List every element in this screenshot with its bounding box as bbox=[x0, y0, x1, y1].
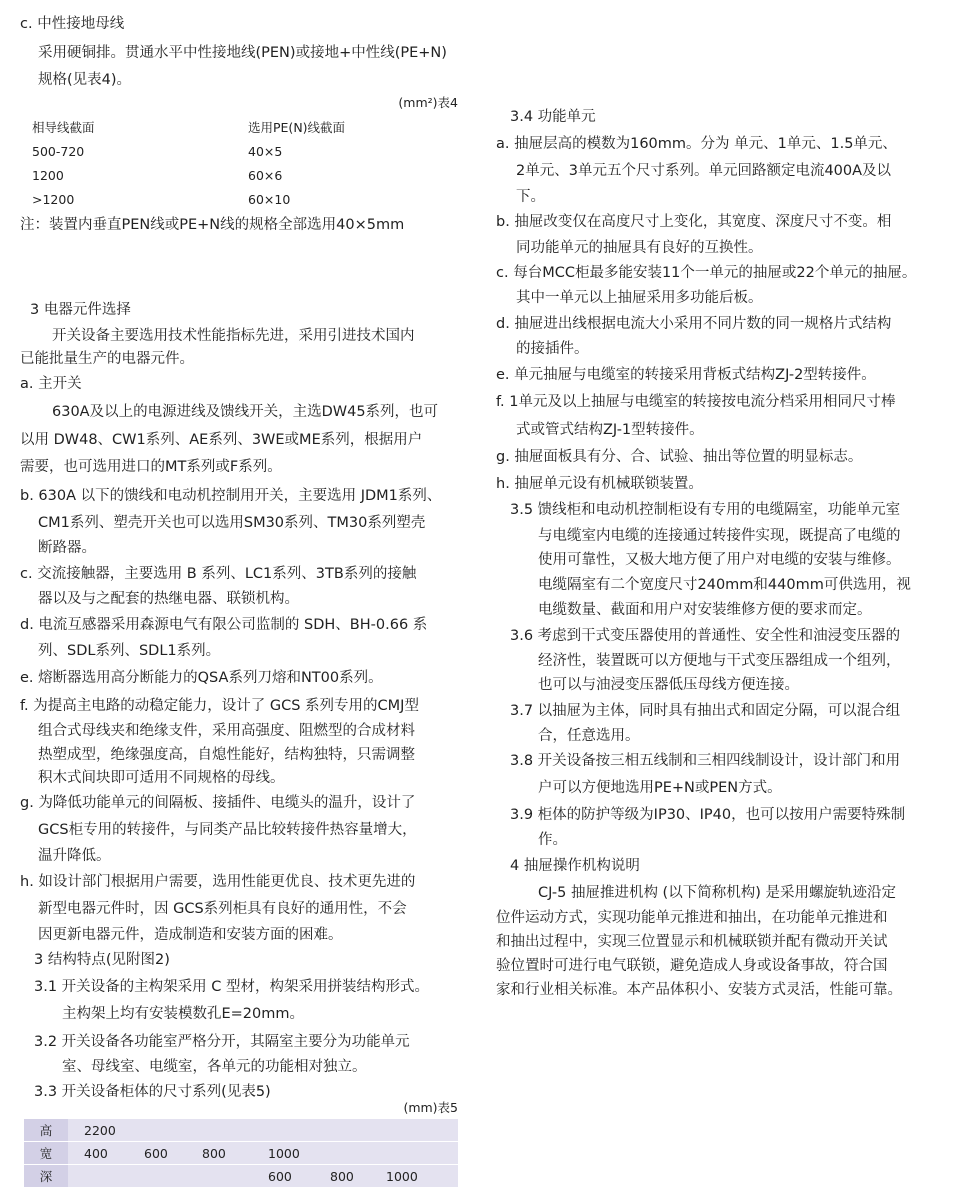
paragraph-line: 新型电器元件时，因 GCS系列柜具有良好的通用性，不会 bbox=[38, 901, 407, 917]
table5-cell: 1000 bbox=[268, 1142, 330, 1165]
paragraph-line: 位件运动方式，实现功能单元推进和抽出，在功能单元推进和 bbox=[496, 910, 888, 926]
table4-header-1: 相导线截面 bbox=[32, 120, 95, 135]
paragraph-line: 规格(见表4)。 bbox=[38, 72, 132, 88]
table4-cell: 40×5 bbox=[248, 144, 283, 159]
paragraph-line: 的接插件。 bbox=[516, 341, 589, 357]
paragraph-line: 以用 DW48、CW1系列、AE系列、3WE或ME系列，根据用户 bbox=[20, 432, 423, 448]
paragraph-line: 户可以方便地选用PE+N或PEN方式。 bbox=[538, 780, 782, 796]
paragraph-line: 式或管式结构ZJ-1型转接件。 bbox=[516, 422, 704, 438]
paragraph-line: 已能批量生产的电器元件。 bbox=[20, 351, 194, 367]
item-3-3: 3.3 开关设备柜体的尺寸系列(见表5) bbox=[34, 1084, 271, 1100]
paragraph-line: 器以及与之配套的热继电器、联锁机构。 bbox=[38, 591, 299, 607]
paragraph-line: 电缆隔室有二个宽度尺寸240mm和440mm可供选用，视 bbox=[538, 577, 911, 593]
paragraph-line: 630A及以上的电源进线及馈线开关，主选DW45系列，也可 bbox=[52, 404, 439, 420]
item-3-7: 3.7 以抽屉为主体，同时具有抽出式和固定分隔，可以混合组 bbox=[510, 703, 901, 719]
paragraph-line: 2单元、3单元五个尺寸系列。单元回路额定电流400A及以 bbox=[516, 163, 892, 179]
table5-row-label: 深 bbox=[24, 1165, 68, 1188]
item-e: e. 熔断器选用高分断能力的QSA系列刀熔和NT00系列。 bbox=[20, 670, 383, 686]
table4-cell: 500-720 bbox=[32, 144, 85, 159]
table5-cell bbox=[386, 1119, 458, 1142]
paragraph-line: CM1系列、塑壳开关也可以选用SM30系列、TM30系列塑壳 bbox=[38, 515, 426, 531]
section-3-structure-title: 3 结构特点(见附图2) bbox=[34, 952, 170, 968]
paragraph-line: 室、母线室、电缆室，各单元的功能相对独立。 bbox=[62, 1059, 367, 1075]
table5-cell bbox=[330, 1142, 386, 1165]
item-3-9: 3.9 柜体的防护等级为IP30、IP40，也可以按用户需要特殊制 bbox=[510, 807, 906, 823]
table4-header-2: 选用PE(N)线截面 bbox=[248, 120, 346, 135]
table5-cell: 400 bbox=[84, 1142, 144, 1165]
paragraph-line: 温升降低。 bbox=[38, 848, 111, 864]
table5-cell bbox=[144, 1119, 202, 1142]
section-4-title: 4 抽屉操作机构说明 bbox=[510, 858, 640, 874]
paragraph-line: 主构架上均有安装模数孔E=20mm。 bbox=[62, 1006, 305, 1022]
table5-row-label: 高 bbox=[24, 1119, 68, 1142]
item-f: f. 为提高主电路的动稳定能力，设计了 GCS 系列专用的CMJ型 bbox=[20, 698, 419, 714]
item-3-6: 3.6 考虑到干式变压器使用的普通性、安全性和油浸变压器的 bbox=[510, 628, 901, 644]
item-3-8: 3.8 开关设备按三相五线制和三相四线制设计，设计部门和用 bbox=[510, 753, 901, 769]
table5-cell bbox=[202, 1119, 268, 1142]
table-row bbox=[24, 1142, 458, 1165]
paragraph-line: 验位置时可进行电气联锁，避免造成人身或设备事故，符合国 bbox=[496, 958, 888, 974]
table4-cell: >1200 bbox=[32, 192, 75, 207]
section-c-title: c. 中性接地母线 bbox=[20, 16, 125, 32]
paragraph-line: CJ-5 抽屉推进机构 (以下简称机构) 是采用螺旋轨迹沿定 bbox=[538, 885, 896, 901]
table5-cell: 2200 bbox=[84, 1119, 144, 1142]
item-h: h. 抽屉单元设有机械联锁装置。 bbox=[496, 476, 703, 492]
paragraph-line: 积木式间块即可适用不同规格的母线。 bbox=[38, 770, 285, 786]
paragraph-line: 断路器。 bbox=[38, 540, 96, 556]
table5-caption: (mm)表5 bbox=[403, 1100, 458, 1115]
paragraph-line: 开关设备主要选用技术性能指标先进，采用引进技术国内 bbox=[52, 328, 415, 344]
paragraph-line: 组合式母线夹和绝缘支件，采用高强度、阻燃型的合成材料 bbox=[38, 723, 415, 739]
paragraph-line: 家和行业相关标准。本产品体积小、安装方式灵活，性能可靠。 bbox=[496, 982, 902, 998]
table5-cell bbox=[268, 1119, 330, 1142]
paragraph-line: 采用硬铜排。贯通水平中性接地线(PEN)或接地+中性线(PE+N) bbox=[38, 45, 447, 61]
item-c: c. 交流接触器，主要选用 B 系列、LC1系列、3TB系列的接触 bbox=[20, 566, 417, 582]
paragraph-line: 电缆数量、截面和用户对安装维修方便的要求而定。 bbox=[538, 602, 872, 618]
table5-cell bbox=[202, 1165, 268, 1188]
table-row bbox=[24, 1119, 458, 1142]
table4-caption: (mm²)表4 bbox=[398, 95, 458, 110]
table5-cell bbox=[386, 1142, 458, 1165]
paragraph-line: 使用可靠性，又极大地方便了用户对电缆的安装与维修。 bbox=[538, 552, 901, 568]
paragraph-line: 与电缆室内电缆的连接通过转接件实现，既提高了电缆的 bbox=[538, 528, 901, 544]
paragraph-line: 列、SDL系列、SDL1系列。 bbox=[38, 643, 221, 659]
paragraph-line: 经济性，装置既可以方便地与干式变压器组成一个组列， bbox=[538, 653, 901, 669]
item-a: a. 抽屉层高的模数为160mm。分为 单元、1单元、1.5单元、 bbox=[496, 136, 897, 152]
table5-row-label: 宽 bbox=[24, 1142, 68, 1165]
item-c: c. 每台MCC柜最多能安装11个一单元的抽屉或22个单元的抽屉。 bbox=[496, 265, 917, 281]
paragraph-line: GCS柜专用的转接件，与同类产品比较转接件热容量增大， bbox=[38, 822, 417, 838]
item-3-5: 3.5 馈线柜和电动机控制柜设有专用的电缆隔室，功能单元室 bbox=[510, 502, 901, 518]
table4-cell: 1200 bbox=[32, 168, 64, 183]
item-e: e. 单元抽屉与电缆室的转接采用背板式结构ZJ-2型转接件。 bbox=[496, 367, 876, 383]
item-3-2: 3.2 开关设备各功能室严格分开，其隔室主要分为功能单元 bbox=[34, 1034, 410, 1050]
item-3-1: 3.1 开关设备的主构架采用 C 型材，构架采用拼装结构形式。 bbox=[34, 979, 430, 995]
item-h: h. 如设计部门根据用户需要，选用性能更优良、技术更先进的 bbox=[20, 874, 416, 890]
item-g: g. 抽屉面板具有分、合、试验、抽出等位置的明显标志。 bbox=[496, 449, 863, 465]
table5 bbox=[24, 1119, 458, 1188]
item-a-title: a. 主开关 bbox=[20, 376, 82, 392]
paragraph-line: 同功能单元的抽屉具有良好的互换性。 bbox=[516, 240, 763, 256]
table5-cell: 800 bbox=[330, 1165, 386, 1188]
table5-cell bbox=[144, 1165, 202, 1188]
item-b: b. 抽屉改变仅在高度尺寸上变化，其宽度、深度尺寸不变。相 bbox=[496, 214, 892, 230]
table5-cell: 600 bbox=[144, 1142, 202, 1165]
item-d: d. 抽屉进出线根据电流大小采用不同片数的同一规格片式结构 bbox=[496, 316, 892, 332]
paragraph-line: 热塑成型，绝缘强度高，自熄性能好，结构独特，只需调整 bbox=[38, 747, 415, 763]
paragraph-line: 因更新电器元件，造成制造和安装方面的困难。 bbox=[38, 927, 343, 943]
section-3-4-title: 3.4 功能单元 bbox=[510, 109, 596, 125]
paragraph-line: 也可以与油浸变压器低压母线方便连接。 bbox=[538, 677, 799, 693]
table4-note: 注：装置内垂直PEN线或PE+N线的规格全部选用40×5mm bbox=[20, 217, 405, 233]
table5-cell: 1000 bbox=[386, 1165, 458, 1188]
item-g: g. 为降低功能单元的间隔板、接插件、电缆头的温升，设计了 bbox=[20, 795, 416, 811]
table5-cell bbox=[330, 1119, 386, 1142]
table5-cell bbox=[84, 1165, 144, 1188]
item-f: f. 1单元及以上抽屉与电缆室的转接按电流分档采用相同尺寸棒 bbox=[496, 394, 896, 410]
paragraph-line: 作。 bbox=[538, 832, 567, 848]
item-b: b. 630A 以下的馈线和电动机控制用开关，主要选用 JDM1系列、 bbox=[20, 488, 442, 504]
paragraph-line: 需要，也可选用进口的MT系列或F系列。 bbox=[20, 459, 282, 475]
item-d: d. 电流互感器采用森源电气有限公司监制的 SDH、BH-0.66 系 bbox=[20, 617, 428, 633]
table-row bbox=[24, 1165, 458, 1188]
paragraph-line: 其中一单元以上抽屉采用多功能后板。 bbox=[516, 290, 763, 306]
table4-cell: 60×6 bbox=[248, 168, 283, 183]
table5-cell: 600 bbox=[268, 1165, 330, 1188]
paragraph-line: 合，任意选用。 bbox=[538, 728, 640, 744]
table5-cell: 800 bbox=[202, 1142, 268, 1165]
paragraph-line: 下。 bbox=[516, 189, 545, 205]
table4-cell: 60×10 bbox=[248, 192, 291, 207]
paragraph-line: 和抽出过程中，实现三位置显示和机械联锁并配有微动开关试 bbox=[496, 934, 888, 950]
section-3-title: 3 电器元件选择 bbox=[30, 302, 131, 318]
